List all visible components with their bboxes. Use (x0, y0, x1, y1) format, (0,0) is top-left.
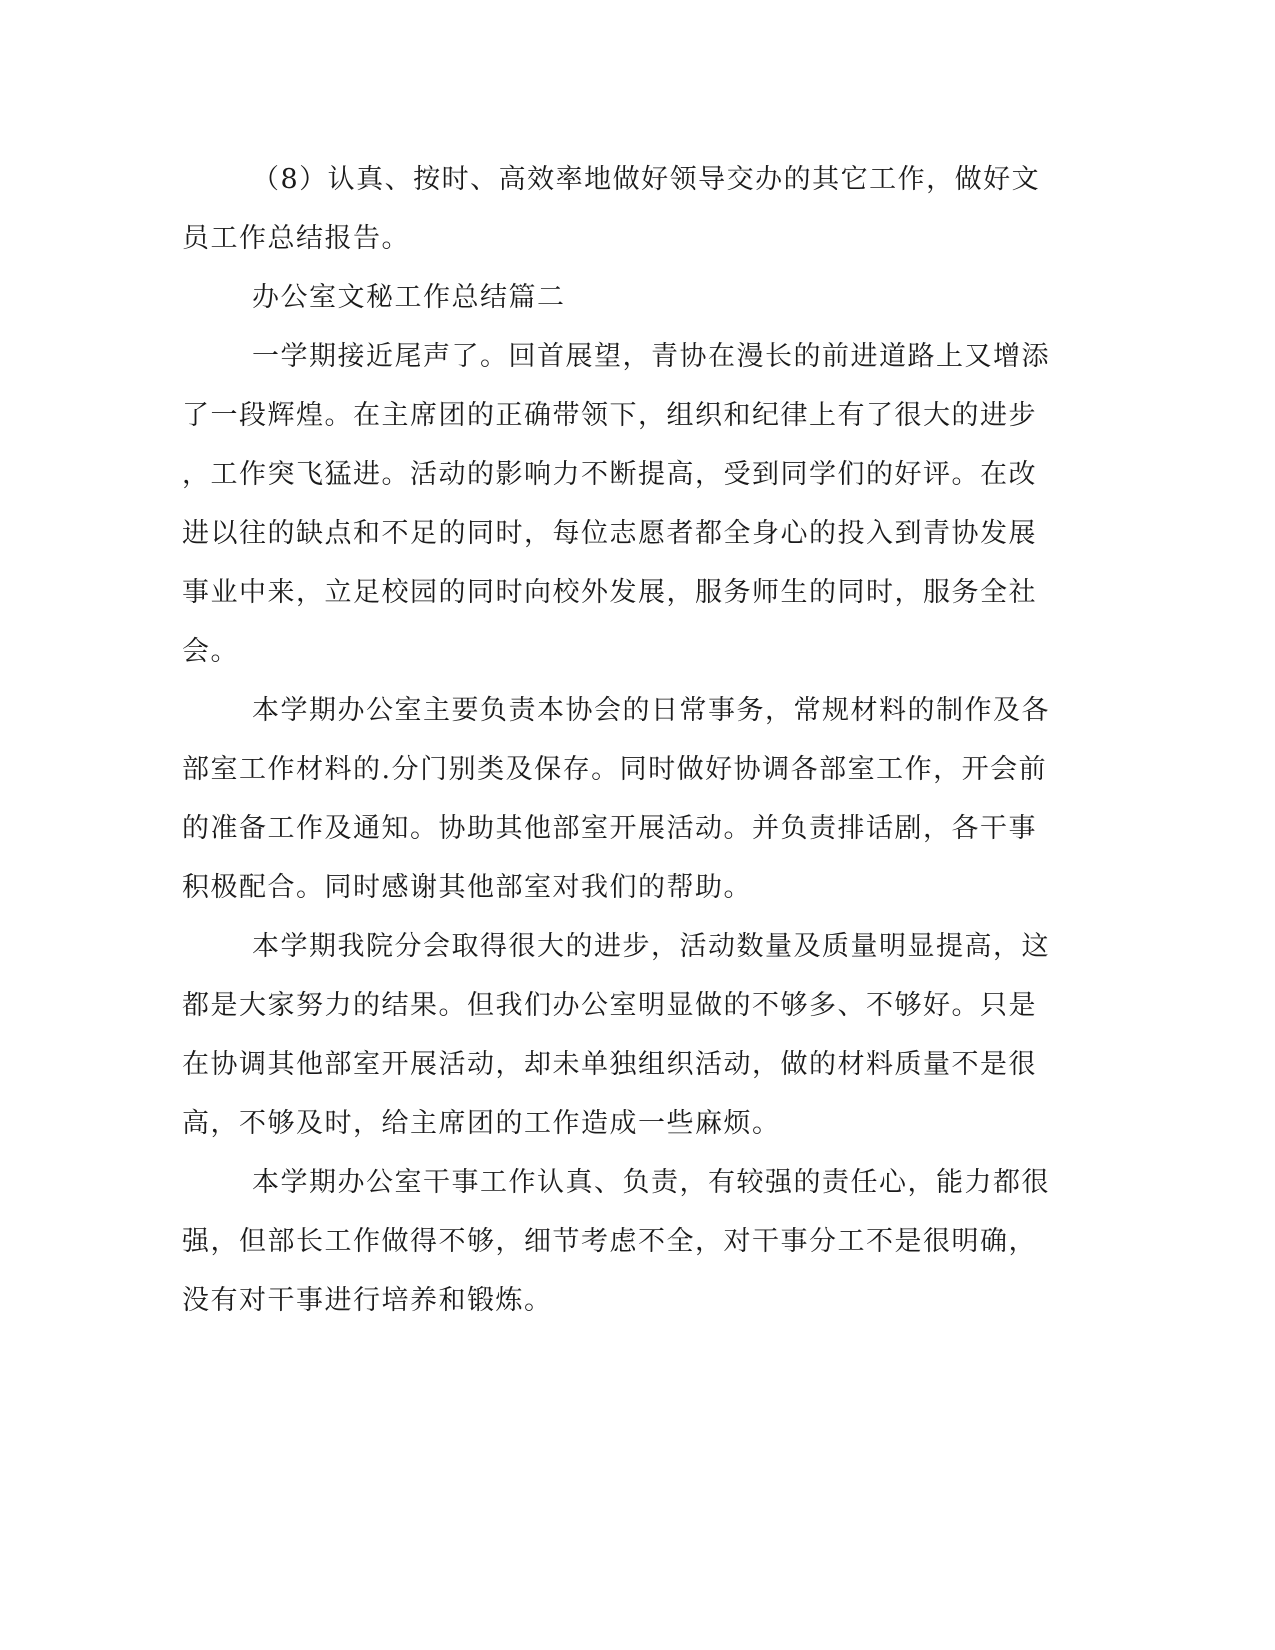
paragraph-staff (182, 1153, 1052, 1330)
text-line: 高，不够及时，给主席团的工作造成一些麻烦。 (182, 1108, 781, 1139)
text-line: 积极配合。同时感谢其他部室对我们的帮助。 (182, 872, 752, 903)
text-line: 在协调其他部室开展活动，却未单独组织活动，做的材料质量不是很 (182, 1049, 1037, 1080)
paragraph-progress (182, 917, 1052, 1153)
text-line: 都是大家努力的结果。但我们办公室明显做的不够多、不够好。只是 (182, 990, 1037, 1021)
text-line: 本学期办公室干事工作认真、负责，有较强的责任心，能力都很 (252, 1167, 1050, 1198)
text-line: （8）认真、按时、高效率地做好领导交办的其它工作，做好文 (252, 164, 1041, 195)
text-line: 员工作总结报告。 (182, 223, 410, 254)
section-heading (182, 268, 1052, 327)
document-body (182, 150, 1052, 1330)
text-line: 强，但部长工作做得不够，细节考虑不全，对干事分工不是很明确， (182, 1226, 1037, 1257)
text-line: 本学期我院分会取得很大的进步，活动数量及质量明显提高，这 (252, 931, 1050, 962)
text-line: 了一段辉煌。在主席团的正确带领下，组织和纪律上有了很大的进步 (182, 400, 1037, 431)
text-line: 本学期办公室主要负责本协会的日常事务，常规材料的制作及各 (252, 695, 1050, 726)
text-line: 一学期接近尾声了。回首展望，青协在漫长的前进道路上又增添 (252, 341, 1050, 372)
text-line: 会。 (182, 636, 239, 667)
text-line: 进以往的缺点和不足的同时，每位志愿者都全身心的投入到青协发展 (182, 518, 1037, 549)
text-line: 没有对干事进行培养和锻炼。 (182, 1285, 553, 1316)
text-line: 部室工作材料的.分门别类及保存。同时做好协调各部室工作，开会前 (182, 754, 1048, 785)
text-line: 事业中来，立足校园的同时向校外发展，服务师生的同时，服务全社 (182, 577, 1037, 608)
paragraph-item-8 (182, 150, 1052, 268)
heading-text: 办公室文秘工作总结篇二 (252, 282, 566, 313)
paragraph-intro (182, 327, 1052, 681)
text-line: 的准备工作及通知。协助其他部室开展活动。并负责排话剧，各干事 (182, 813, 1037, 844)
paragraph-office-duties (182, 681, 1052, 917)
text-line: ，工作突飞猛进。活动的影响力不断提高，受到同学们的好评。在改 (182, 459, 1037, 490)
